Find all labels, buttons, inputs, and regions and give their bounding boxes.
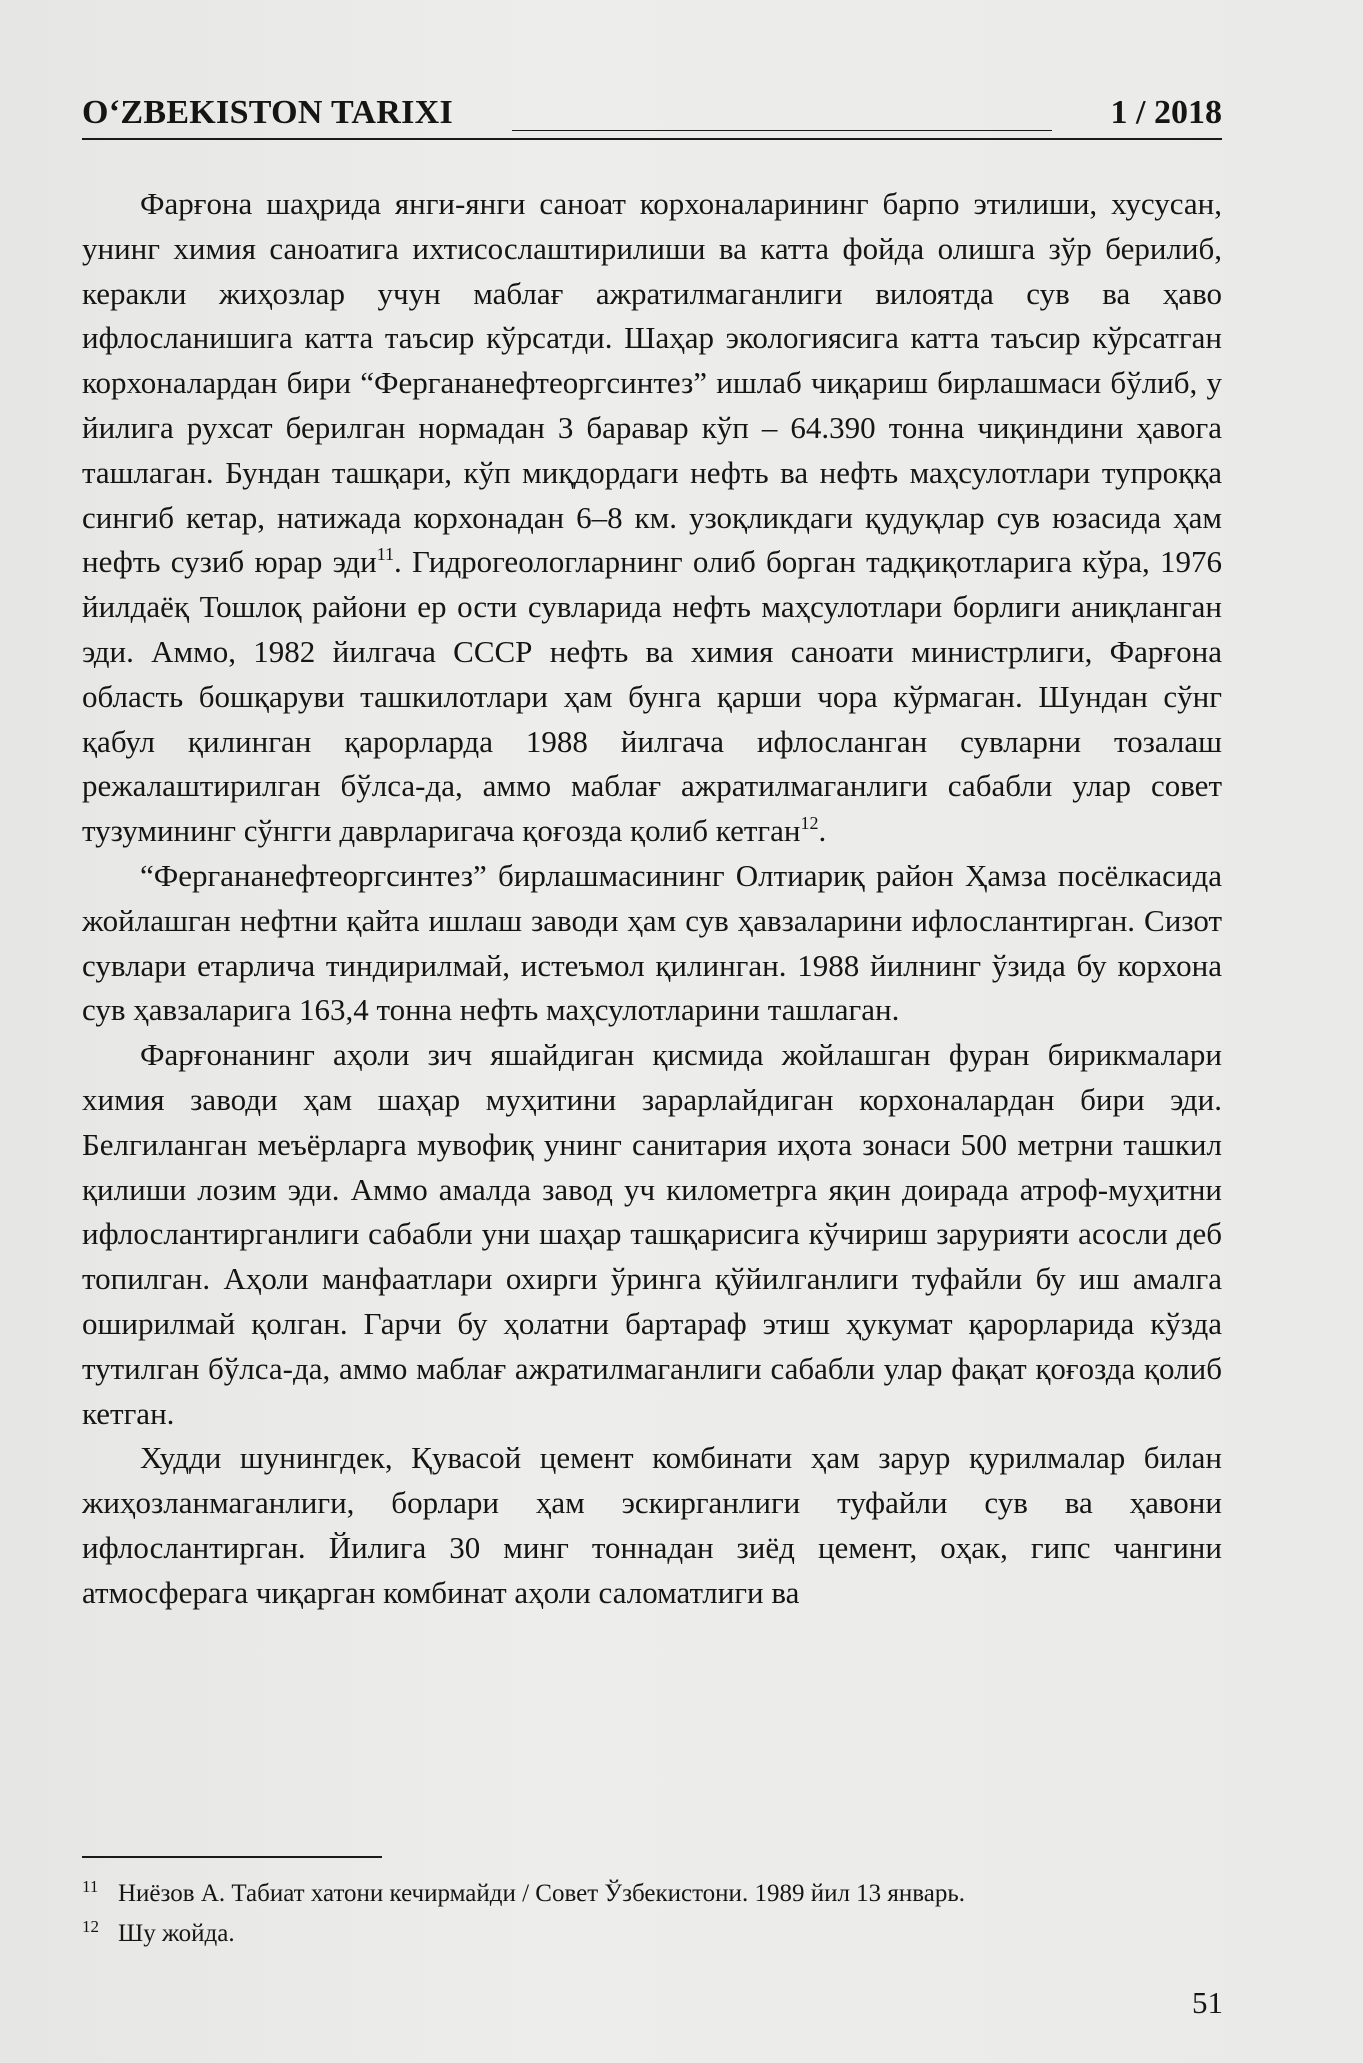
article-body xyxy=(82,182,1222,1616)
footnote-11: 11 Ниёзов А. Табиат хатони кечирмайди / Совет Ўзбекистони. 1989 йил 13 январь. xyxy=(82,1877,966,1907)
footnote-separator xyxy=(82,1856,382,1858)
footnote-text: Ниёзов А. Табиат хатони кечирмайди / Совет Ўзбекистони. 1989 йил 13 январь. xyxy=(118,1880,966,1907)
footnote-ref-12: 12 xyxy=(800,813,819,834)
running-header xyxy=(82,92,1222,140)
footnote-ref-11: 11 xyxy=(376,544,395,565)
footnote-text: Шу жойда. xyxy=(118,1920,235,1947)
journal-title: O‘ZBEKISTON TARIXI xyxy=(82,94,454,131)
footnote-12: 12 Шу жойда. xyxy=(82,1917,235,1947)
paragraph-1-text-a: Фарғона шаҳрида янги-янги саноат корхоналарининг барпо этилиши, хусусан, унинг химия саноатига ихтисослаштирилиши ва катта фойда олишга зўр берилиб, керакли жиҳозлар учун маблағ ажратилмаганлиги вилоятда сув ва ҳаво ифлосланишига катта таъсир кўрсатди. Шаҳар экологиясига катта таъсир кўрсатган корхоналардан бири “Фергананефтеоргсинтез” ишлаб чиқариш бирлашмаси бўлиб, у йилига рухсат берилган нормадан 3 баравар кўп – 64.390 тонна чиқиндини ҳавога ташлаган. Бундан ташқари, кўп миқдордаги нефть ва нефть маҳсулотлари тупроққа сингиб кетар, натижада корхонадан 6–8 км. узоқликдаги қудуқлар сув юзасида ҳам нефть сузиб юрар эди xyxy=(82,186,1222,580)
paragraph-2: “Фергананефтеоргсинтез” бирлашмасининг Олтиариқ район Ҳамза посёлкасида жойлашган нефтни қайта ишлаш заводи ҳам сув ҳавзаларини ифлослантирган. Сизот сувлари етарлича тиндирилмай, истеъмол қилинган. 1988 йилнинг ўзида бу корхона сув ҳавзаларига 163,4 тонна нефть маҳсулотларини ташлаган. xyxy=(82,857,1222,1028)
paragraph-3: Фарғонанинг аҳоли зич яшайдиган қисмида жойлашган фуран бирикмалари химия заводи ҳам шаҳар муҳитини зарарлайдиган корхоналардан бири эди. Белгиланган меъёрларга мувофиқ унинг санитария иҳота зонаси 500 метрни ташкил қилиши лозим эди. Аммо амалда завод уч километрга яқин доирада атроф-муҳитни ифлослантирганлиги сабабли уни шаҳар ташқарисига кўчириш зарурияти асосли деб топилган. Аҳоли манфаатлари охирги ўринга қўйилганлиги туфайли бу иш амалга оширилмай қолган. Гарчи бу ҳолатни бартараф этиш ҳукумат қарорларида кўзда тутилган бўлса-да, аммо маблағ ажратилмаганлиги сабабли улар фақат қоғозда қолиб кетган. xyxy=(82,1037,1222,1431)
page-number: 51 xyxy=(1192,1985,1223,2020)
header-rule xyxy=(512,130,1052,131)
paragraph-1-text-c: . xyxy=(818,813,827,849)
footnotes xyxy=(82,1874,1222,1954)
paragraph-4: Худди шунингдек, Қувасой цемент комбинати ҳам зарур қурилмалар билан жиҳозланмаганлиги, борлари ҳам эскирганлиги туфайли сув ва ҳавони ифлослантирган. Йилига 30 минг тоннадан зиёд цемент, оҳак, гипс чангини атмосферага чиқарган комбинат аҳоли саломатлиги ва xyxy=(82,1440,1222,1610)
paragraph-1-text-b: . Гидрогеологларнинг олиб борган тадқиқотларига кўра, 1976 йилдаёқ Тошлоқ райони ер ости сувларида нефть маҳсулотлари борлиги аниқланган эди. Аммо, 1982 йилгача СССР нефть ва химия саноати министрлиги, Фарғона область бошқаруви ташкилотлари ҳам бунга қарши чора кўрмаган. Шундан сўнг қабул қилинган қарорларда 1988 йилгача ифлосланган сувларни тозалаш режалаштирилган бўлса-да, аммо маблағ ажратилмаганлиги сабабли улар совет тузумининг сўнгги даврларигача қоғозда қолиб кетган xyxy=(82,544,1222,849)
issue-number: 1 / 2018 xyxy=(1110,94,1222,131)
paragraph-1 xyxy=(82,182,1222,854)
